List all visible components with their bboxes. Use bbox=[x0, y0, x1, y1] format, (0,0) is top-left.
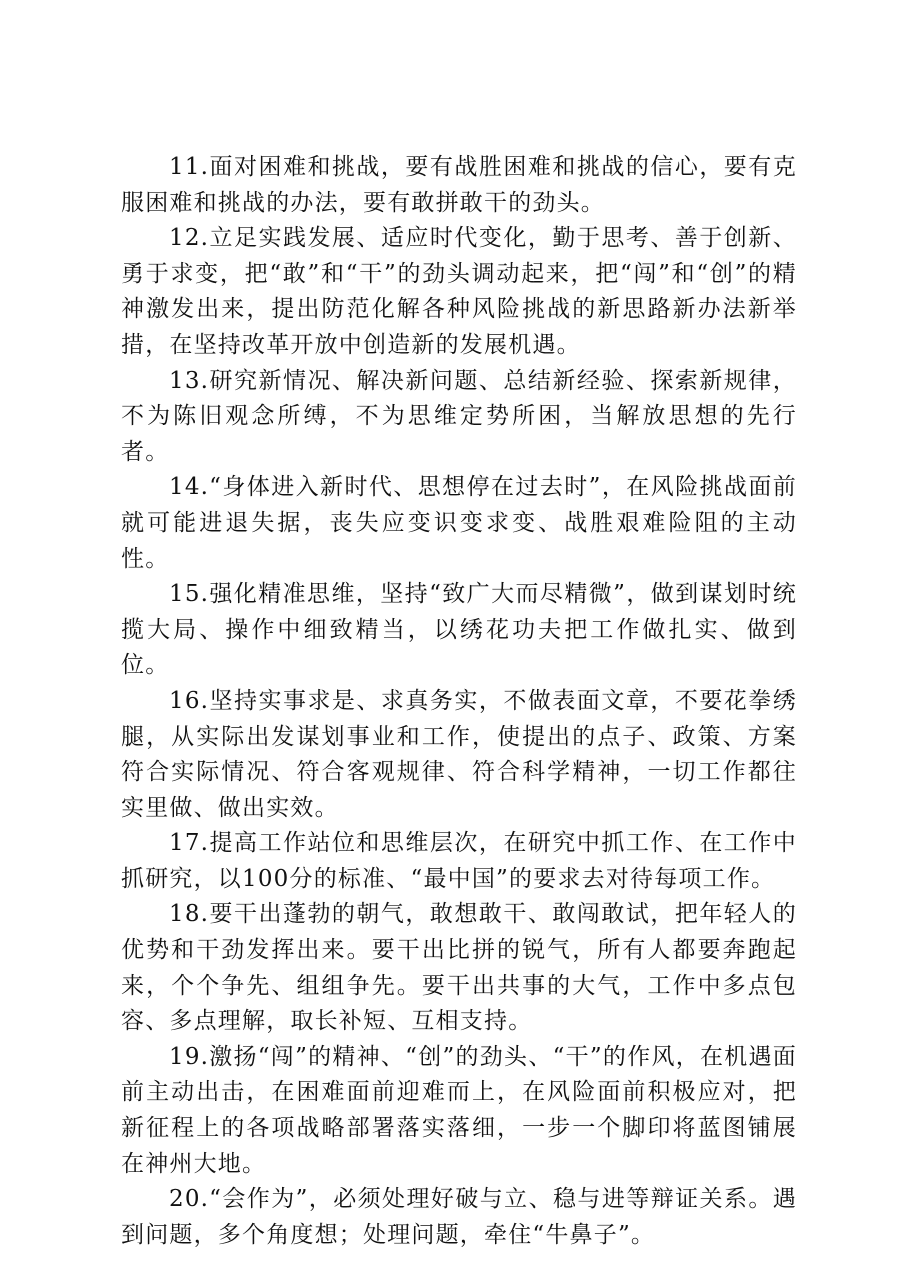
paragraph-14: 14.“身体进入新时代、思想停在过去时”，在风险挑战面前就可能进退失据，丧失应变识变求变、战胜艰难险阻的主动性。 bbox=[121, 474, 797, 572]
paragraph-18: 18.要干出蓬勃的朝气，敢想敢干、敢闯敢试，把年轻人的优势和干劲发挥出来。要干出比拼的锐气，所有人都要奔跑起来，个个争先、组组争先。要干出共事的大气，工作中多点包容、多点理解，取长补短、互相支持。 bbox=[121, 901, 797, 1035]
paragraph-11: 11.面对困难和挑战，要有战胜困难和挑战的信心，要有克服困难和挑战的办法，要有敢拼敢干的劲头。 bbox=[121, 154, 797, 216]
paragraph-12: 12.立足实践发展、适应时代变化，勤于思考、善于创新、勇于求变，把“敢”和“干”的劲头调动起来，把“闯”和“创”的精神激发出来，提出防范化解各种风险挑战的新思路新办法新举措，在坚持改革开放中创造新的发展机遇。 bbox=[121, 225, 797, 358]
paragraph-15: 15.强化精准思维，坚持“致广大而尽精微”，做到谋划时统揽大局、操作中细致精当，以绣花功夫把工作做扎实、做到位。 bbox=[121, 581, 797, 679]
paragraph-17: 17.提高工作站位和思维层次，在研究中抓工作、在工作中抓研究，以100分的标准、“最中国”的要求去对待每项工作。 bbox=[121, 830, 797, 892]
paragraph-13: 13.研究新情况、解决新问题、总结新经验、探索新规律，不为陈旧观念所缚，不为思维定势所困，当解放思想的先行者。 bbox=[121, 367, 797, 465]
paragraph-20: 20.“会作为”，必须处理好破与立、稳与进等辩证关系。遇到问题，多个角度想；处理问题，牵住“牛鼻子”。 bbox=[121, 1186, 797, 1248]
paragraph-19: 19.激扬“闯”的精神、“创”的劲头、“干”的作风，在机遇面前主动出击，在困难面前迎难而上，在风险面前积极应对，把新征程上的各项战略部署落实落细，一步一个脚印将蓝图铺展在神州大地。 bbox=[121, 1043, 797, 1177]
document-body bbox=[121, 150, 797, 1253]
paragraph-16: 16.坚持实事求是、求真务实，不做表面文章，不要花拳绣腿，从实际出发谋划事业和工作，使提出的点子、政策、方案符合实际情况、符合客观规律、符合科学精神，一切工作都往实里做、做出实效。 bbox=[121, 687, 797, 821]
